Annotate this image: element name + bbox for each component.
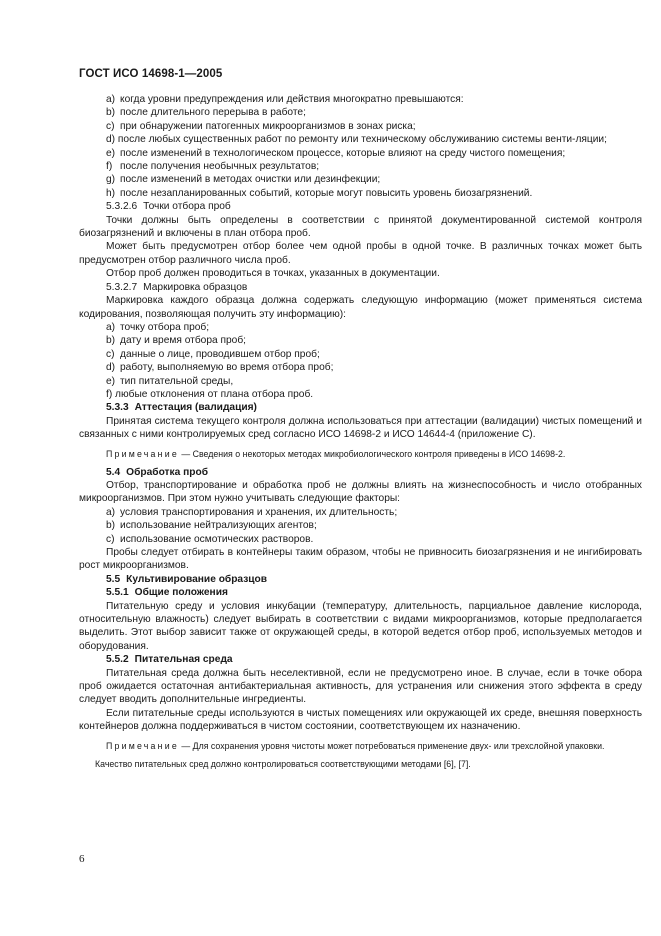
list-item: b) дату и время отбора проб; [106,335,246,347]
paragraph: Отбор, транспортирование и обработка проб не должны влиять на жизнеспособность и число отобранных микроорганизмов. При этом нужно учитывать следующие факторы: [79,479,642,505]
paragraph: Отбор проб должен проводиться в точках, указанных в документации. [106,268,440,280]
note: Примечание — Сведения о некоторых методах микробиологического контроля приведены в ИСО 14698-2. [106,448,566,459]
section-heading-5-3-2-7: 5.3.2.7 Маркировка образцов [106,281,248,293]
page-header: ГОСТ ИСО 14698-1—2005 [79,68,223,80]
paragraph: Принятая система текущего контроля должна использоваться при аттестации (валидации) чистых помещений и связанных с ними контролируемых сред согласно ИСО 14698-2 и ИСО 14644-4 (приложение С). [79,415,642,441]
paragraph: Питательная среда должна быть неселективной, если не предусмотрено иное. В случае, если в точке обора проб ожидается остаточная антибактериальная активность, для устранения или снижения этого эффекта в среду следует вводить дополнительные ингредиенты. [79,667,642,706]
list-item: b) использование нейтрализующих агентов; [106,520,317,532]
section-heading-5-4: 5.4 Обработка проб [106,466,209,478]
note: Примечание — Для сохранения уровня чистоты может потребоваться применение двух- или трехслойной упаковки. [106,740,605,751]
list-item: a) когда уровни предупреждения или действия многократно превышаются: [106,94,464,105]
list-item: e) после изменений в технологическом процессе, которые влияют на среду чистого помещения; [106,147,566,159]
list-item: g) после изменений в методах очистки или дезинфекции; [106,174,381,186]
list-item: a) точку отбора проб; [106,321,210,333]
section-heading-5-5-2: 5.5.2 Питательная среда [106,654,233,666]
list-item: c) при обнаружении патогенных микроорганизмов в зонах риска; [106,120,416,132]
list-item: e) тип питательной среды, [106,375,234,387]
list-item: a) условия транспортирования и хранения, их длительность; [106,506,398,518]
paragraph: Качество питательных сред должно контролироваться соответствующими методами [6], [7]. [95,758,471,769]
list-triggers-a [79,93,642,133]
paragraph: Может быть предусмотрен отбор более чем одной пробы в одной точке. В различных точках может быть предусмотрен отбор различного числа проб. [79,241,642,266]
paragraph: Пробы следует отбирать в контейнеры таким образом, чтобы не привносить биозагрязнения и не ингибировать рост микроорганизмов. [79,547,642,572]
paragraph: Если питательные среды используются в чистых помещениях или окружающей их среде, внешняя поверхность контейнеров должна поддерживаться в чистом состоянии, соответствующем их назначению. [79,707,642,733]
list-labeling [79,321,642,401]
list-factors [79,506,642,546]
document-body [79,93,642,770]
section-heading-5-5: 5.5 Культивирование образцов [106,573,268,585]
section-heading-5-3-3: 5.3.3 Аттестация (валидация) [106,402,257,414]
page-number: 6 [79,853,85,865]
paragraph: Точки должны быть определены в соответствии с принятой документированной системой контроля биозагрязнений и включены в план отбора проб. [79,214,642,240]
list-triggers-b [79,147,642,201]
paragraph: Питательную среду и условия инкубации (температуру, длительность, парциальное давление кислорода, относительную влажность) следует выбирать в соответствии с видами микроорганизмов, которые предполагается выделить. Этот выбор зависит также от окружающей среды, в которой ведется отбор проб, используемых методов и оборудования. [79,600,642,652]
list-item: c) использование осмотических растворов. [106,533,314,545]
section-heading-5-5-1: 5.5.1 Общие положения [106,587,228,599]
list-item: f) после получения необычных результатов; [106,161,320,173]
section-heading-5-3-2-6: 5.3.2.6 Точки отбора проб [106,201,231,213]
list-item: f) любые отклонения от плана отбора проб. [106,388,314,400]
list-item: h) после незапланированных событий, которые могут повысить уровень биозагрязнений. [106,187,533,199]
list-item: b) после длительного перерыва в работе; [106,107,306,119]
list-item-d: d) после любых существенных работ по ремонту или техническому обслуживанию системы венти-ляции; [106,134,607,146]
list-item: c) данные о лице, проводившем отбор проб; [106,348,320,360]
list-item: d) работу, выполняемую во время отбора проб; [106,362,334,374]
paragraph: Маркировка каждого образца должна содержать следующую информацию (может применяться система кодирования, позволяющая получить эту информацию): [79,295,642,320]
